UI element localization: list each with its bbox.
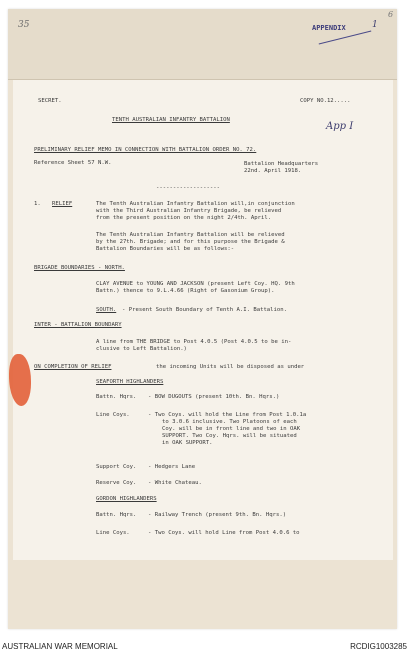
page-number: 35 [18,20,30,30]
section-heading-relief: RELIEF [52,201,73,207]
seaforth-text: in OAK SUPPORT. [162,440,213,446]
seaforth-text: - Hedgers Lane [148,464,196,470]
brigade-line: CLAY AVENUE to YOUNG AND JACKSON (present Left Coy. HQ. 9th [96,281,295,287]
handwritten-mark: 1 [372,20,378,30]
seaforth-text: - White Chateau. [148,480,202,486]
seaforth-label: Support Coy. [96,464,137,470]
seaforth-text: to 3.0.6 inclusive. Two Platoons of each [162,419,297,425]
relief-para-line: by the 27th. Brigade; and for this purpose the Brigade & [96,239,285,245]
reference-sheet: Reference Sheet 57 N.W. [34,160,112,166]
inter-line: A line from THE BRIDGE to Post 4.0.5 (Post 4.0.5 to be in- [96,339,292,345]
seaforth-heading: SEAFORTH HIGHLANDERS [96,379,164,385]
copy-number: COPY NO.12..... [300,98,351,104]
red-seal-mark [9,354,31,406]
appendix-stamp: APPENDIX [312,24,346,32]
gordon-label: Battn. Hqrs. [96,512,137,518]
document-date: 22nd. April 1918. [244,168,302,174]
document-title: TENTH AUSTRALIAN INFANTRY BATTALION [112,117,230,123]
seaforth-text: - BOW DUGOUTS (present 10th. Bn. Hqrs.) [148,394,280,400]
appendix-handwritten: App I [326,121,354,132]
seaforth-text: Coy. will be in front line and two in OAK [162,426,301,432]
seaforth-label: Battn. Hqrs. [96,394,137,400]
seaforth-text: - Two Coys. will hold the Line from Post 1.0.1a [148,412,307,418]
south-text: - Present South Boundary of Tenth A.I. Battalion. [122,307,288,313]
section-number: 1. [34,201,41,207]
secret-label: SECRET. [38,98,62,104]
completion-text: the incoming Units will be disposed as under [156,364,305,370]
gordon-label: Line Coys. [96,530,130,536]
relief-para-line: Battalion Boundaries will be as follows:- [96,246,235,252]
seaforth-text: SUPPORT. Two Coy. Hqrs. will be situated [162,433,297,439]
relief-line: from the present position on the night 2/4th. April. [96,215,272,221]
inter-battalion-heading: INTER - BATTALION BOUNDARY [34,322,122,328]
relief-line: The Tenth Australian Infantry Battalion will,in conjunction [96,201,295,207]
relief-para-line: The Tenth Australian Infantry Battalion will be relieved [96,232,285,238]
brigade-line: Battn.) thence to 9.L.4.66 (Right of Gasonium Group). [96,288,275,294]
seaforth-label: Reserve Coy. [96,480,137,486]
battalion-hq: Battalion Headquarters [244,161,319,167]
document-subtitle: PRELIMINARY RELIEF MEMO IN CONNECTION WITH BATTALION ORDER NO. 72. [34,147,257,153]
footer-credit: AUSTRALIAN WAR MEMORIAL [2,642,118,651]
brigade-boundaries-heading: BRIGADE BOUNDARIES - NORTH. [34,265,125,271]
seaforth-label: Line Coys. [96,412,130,418]
south-heading: SOUTH. [96,307,117,313]
corner-mark: 6 [388,10,394,19]
completion-heading: ON COMPLETION OF RELIEF [34,364,112,370]
gordon-text: - Railway Trench (present 9th. Bn. Hqrs.) [148,512,287,518]
folder-strip [8,9,397,80]
gordon-text: - Two Coys. will hold Line from Post 4.0.6 to [148,530,300,536]
gordon-heading: GORDON HIGHLANDERS [96,496,157,502]
divider: ------------------- [156,185,220,191]
inter-line: clusive to Left Battalion.) [96,346,187,352]
relief-line: with the Third Australian Infantry Brigade, be relieved [96,208,282,214]
footer-record-id: RCDIG1003285 [350,642,407,651]
